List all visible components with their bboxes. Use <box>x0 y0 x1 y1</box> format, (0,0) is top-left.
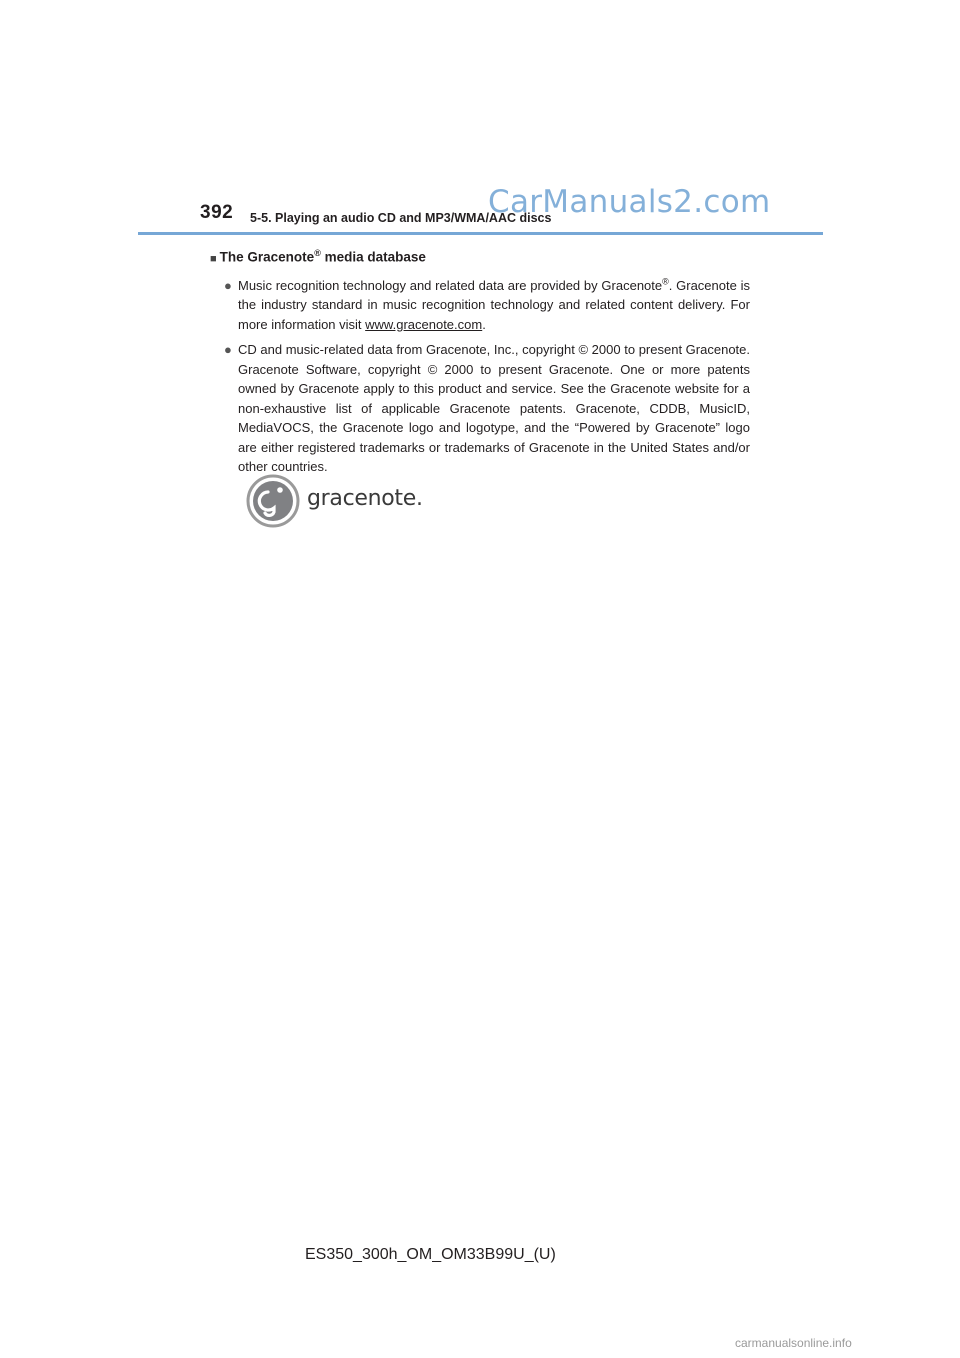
section-heading <box>210 244 750 268</box>
heading-registered-mark: ® <box>314 248 321 258</box>
page-number: 392 <box>200 202 234 223</box>
document-code: ES350_300h_OM_OM33B99U_(U) <box>305 1246 556 1263</box>
bullet-icon: ● <box>224 277 232 293</box>
item-text: CD and music-related data from Gracenote, Inc., copyright © 2000 to present Gracenote. Gracenote Software, copyright © 2000 to present Gracenote. One or more patents owned by Gracenote apply to this product and service. See the Gracenote website for a non-exhaustive list of applicable Gracenote patents. Gracenote, CDDB, MusicID, MediaVOCS, the Gracenote logo and logotype, and the “Powered by Gracenote” logo are either registered trademarks or trademarks of Gracenote in the United States and/or other countries. <box>238 342 750 474</box>
heading-suffix: media database <box>320 249 426 265</box>
header-rule <box>138 232 823 235</box>
heading-prefix: The Gracenote <box>219 249 315 265</box>
registered-mark: ® <box>662 276 669 287</box>
list-item <box>210 276 750 335</box>
item-text-end: . <box>482 316 486 332</box>
bullet-icon: ● <box>224 342 232 357</box>
watermark-text: CarManuals2.com <box>488 184 771 220</box>
item-text-start: Music recognition technology and related data are provided by Gracenote <box>238 277 663 293</box>
heading-square-marker: ■ <box>210 252 217 265</box>
footer-site-watermark: carmanualsonline.info <box>735 1336 852 1350</box>
list-item <box>210 340 750 477</box>
gracenote-link[interactable]: www.gracenote.com <box>365 316 483 332</box>
section-title: 5-5. Playing an audio CD and MP3/WMA/AAC discs <box>250 211 552 225</box>
main-content <box>210 244 750 483</box>
item-text-mid: . Gracenote is the industry standard in music recognition technology and related content delivery. For more information visit <box>238 277 750 332</box>
page-header <box>0 0 960 240</box>
gracenote-logo-text: gracenote. <box>307 486 423 511</box>
